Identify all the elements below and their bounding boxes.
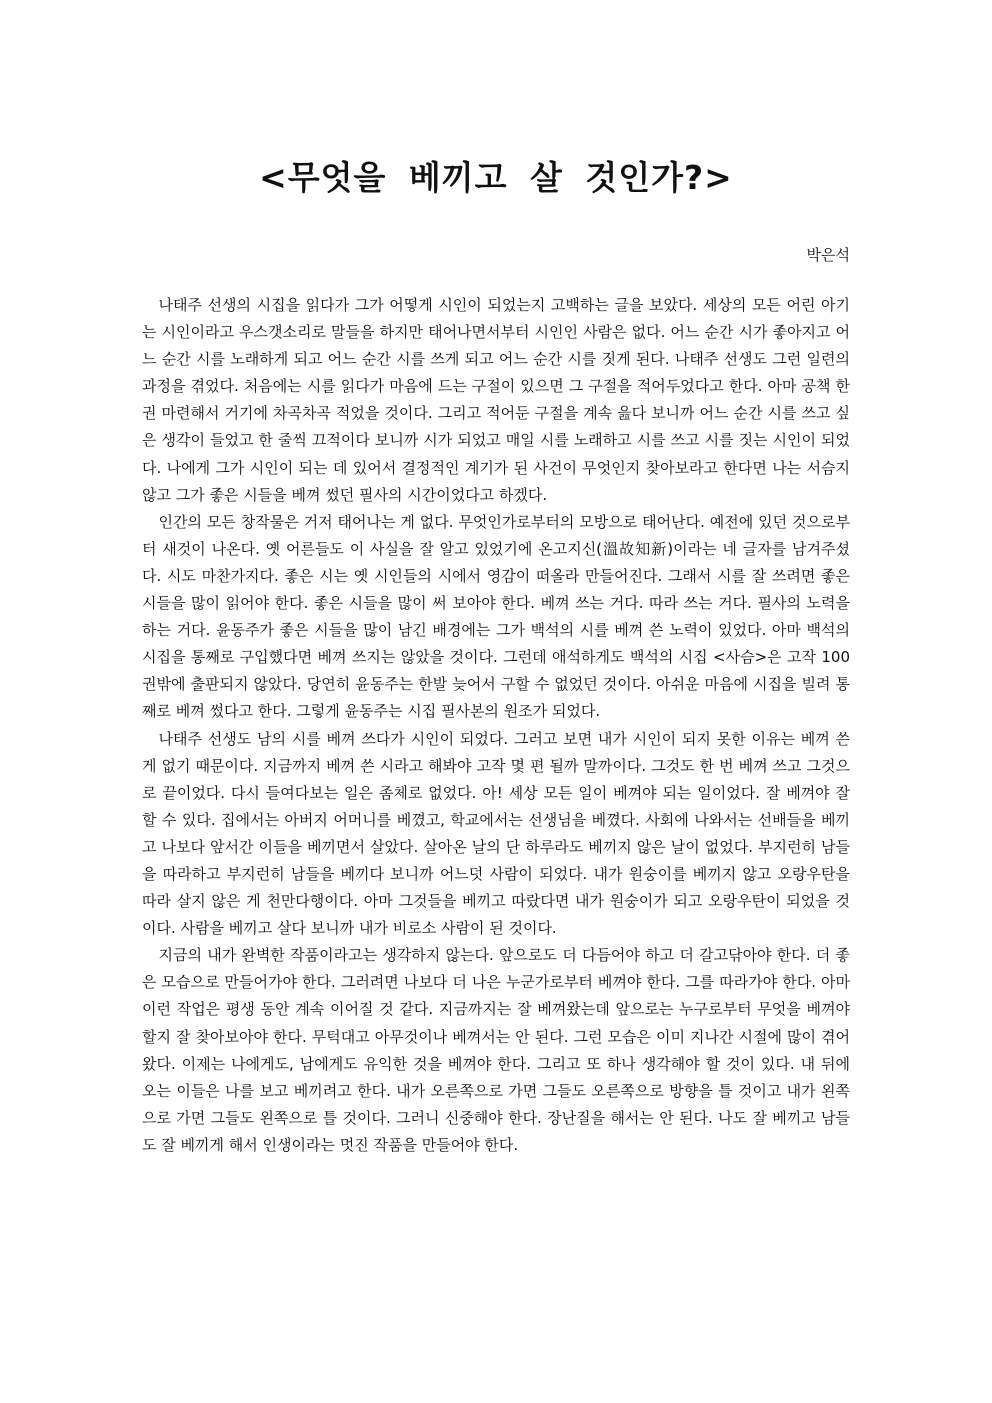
paragraph-4: 지금의 내가 완벽한 작품이라고는 생각하지 않는다. 앞으로도 더 다듬어야 하고 더 갈고닦아야 한다. 더 좋은 모습으로 만들어가야 한다. 그러려면 나보다 더 나은 누군가로부터 베껴야 한다. 그를 따라가야 한다. 아마 이런 작업은 평생 동안 계속 이어질 것 같다. 지금까지는 잘 베껴왔는데 앞으로는 누구로부터 무엇을 베껴야 할지 잘 찾아보아야 한다. 무턱대고 아무것이나 베껴서는 안 된다. 그런 모습은 이미 지나간 시절에 많이 겪어왔다. 이제는 나에게도, 남에게도 유익한 것을 베껴야 한다. 그리고 또 하나 생각해야 할 것이 있다. 내 뒤에 오는 이들은 나를 보고 베끼려고 한다. 내가 오른쪽으로 가면 그들도 오른쪽으로 방향을 틀 것이고 내가 왼쪽으로 가면 그들도 왼쪽으로 틀 것이다. 그러니 신중해야 한다. 장난질을 해서는 안 된다. 나도 잘 베끼고 남들도 잘 베끼게 해서 인생이라는 멋진 작품을 만들어야 한다. [142,946,850,1154]
essay-body [142,292,850,1159]
paragraph-2: 인간의 모든 창작물은 거저 태어나는 게 없다. 무엇인가로부터의 모방으로 태어난다. 예전에 있던 것으로부터 새것이 나온다. 옛 어른들도 이 사실을 잘 알고 있었기에 온고지신(溫故知新)이라는 네 글자를 남겨주셨다. 시도 마찬가지다. 좋은 시는 옛 시인들의 시에서 영감이 떠올라 만들어진다. 그래서 시를 잘 쓰려면 좋은 시들을 많이 읽어야 한다. 좋은 시들을 많이 써 보아야 한다. 베껴 쓰는 거다. 따라 쓰는 거다. 필사의 노력을 하는 거다. 윤동주가 좋은 시들을 많이 남긴 배경에는 그가 백석의 시를 베껴 쓴 노력이 있었다. 아마 백석의 시집을 통째로 구입했다면 베껴 쓰지는 않았을 것이다. 그런데 애석하게도 백석의 시집 <사슴>은 고작 100권밖에 출판되지 않았다. 당연히 윤동주는 한발 늦어서 구할 수 없었던 것이다. 아쉬운 마음에 시집을 빌려 통째로 베껴 썼다고 한다. 그렇게 윤동주는 시집 필사본의 원조가 되었다. [142,512,850,721]
paragraph-1: 나태주 선생의 시집을 읽다가 그가 어떻게 시인이 되었는지 고백하는 글을 보았다. 세상의 모든 어린 아기는 시인이라고 우스갯소리로 말들을 하지만 태어나면서부터 시인인 사람은 없다. 어느 순간 시가 좋아지고 어느 순간 시를 노래하게 되고 어느 순간 시를 쓰게 되고 어느 순간 시를 짓게 된다. 나태주 선생도 그런 일련의 과정을 겪었다. 처음에는 시를 읽다가 마음에 드는 구절이 있으면 그 구절을 적어두었다고 한다. 아마 공책 한 권 마련해서 거기에 차곡차곡 적었을 것이다. 그리고 적어둔 구절을 계속 읊다 보니까 어느 순간 시를 쓰고 싶은 생각이 들었고 한 줄씩 끄적이다 보니까 시가 되었고 매일 시를 노래하고 시를 쓰고 시를 짓는 시인이 되었다. 나에게 그가 시인이 되는 데 있어서 결정적인 계기가 된 사건이 무엇인지 찾아보라고 한다면 나는 서슴지 않고 그가 좋은 시들을 베껴 썼던 필사의 시간이었다고 하겠다. [142,296,850,504]
paragraph-3: 나태주 선생도 남의 시를 베껴 쓰다가 시인이 되었다. 그러고 보면 내가 시인이 되지 못한 이유는 베껴 쓴 게 없기 때문이다. 지금까지 베껴 쓴 시라고 해봐야 고작 몇 편 될까 말까이다. 그것도 한 번 베껴 쓰고 그것으로 끝이었다. 다시 들여다보는 일은 좀체로 없었다. 아! 세상 모든 일이 베껴야 되는 일이었다. 잘 베껴야 잘 할 수 있다. 집에서는 아버지 어머니를 베꼈고, 학교에서는 선생님을 베꼈다. 사회에 나와서는 선배들을 베끼고 나보다 앞서간 이들을 베끼면서 살았다. 살아온 날의 단 하루라도 베끼지 않은 날이 없었다. 부지런히 남들을 따라하고 부지런히 남들을 베끼다 보니까 어느덧 사람이 되었다. 내가 원숭이를 베끼지 않고 오랑우탄을 따라 살지 않은 게 천만다행이다. 아마 그것들을 베끼고 따랐다면 내가 원숭이가 되고 오랑우탄이 되었을 것이다. 사람을 베끼고 살다 보니까 내가 비로소 사람이 된 것이다. [142,729,850,938]
author-name: 박은석 [806,246,850,264]
document-title: <무엇을 베끼고 살 것인가?> [259,158,733,197]
